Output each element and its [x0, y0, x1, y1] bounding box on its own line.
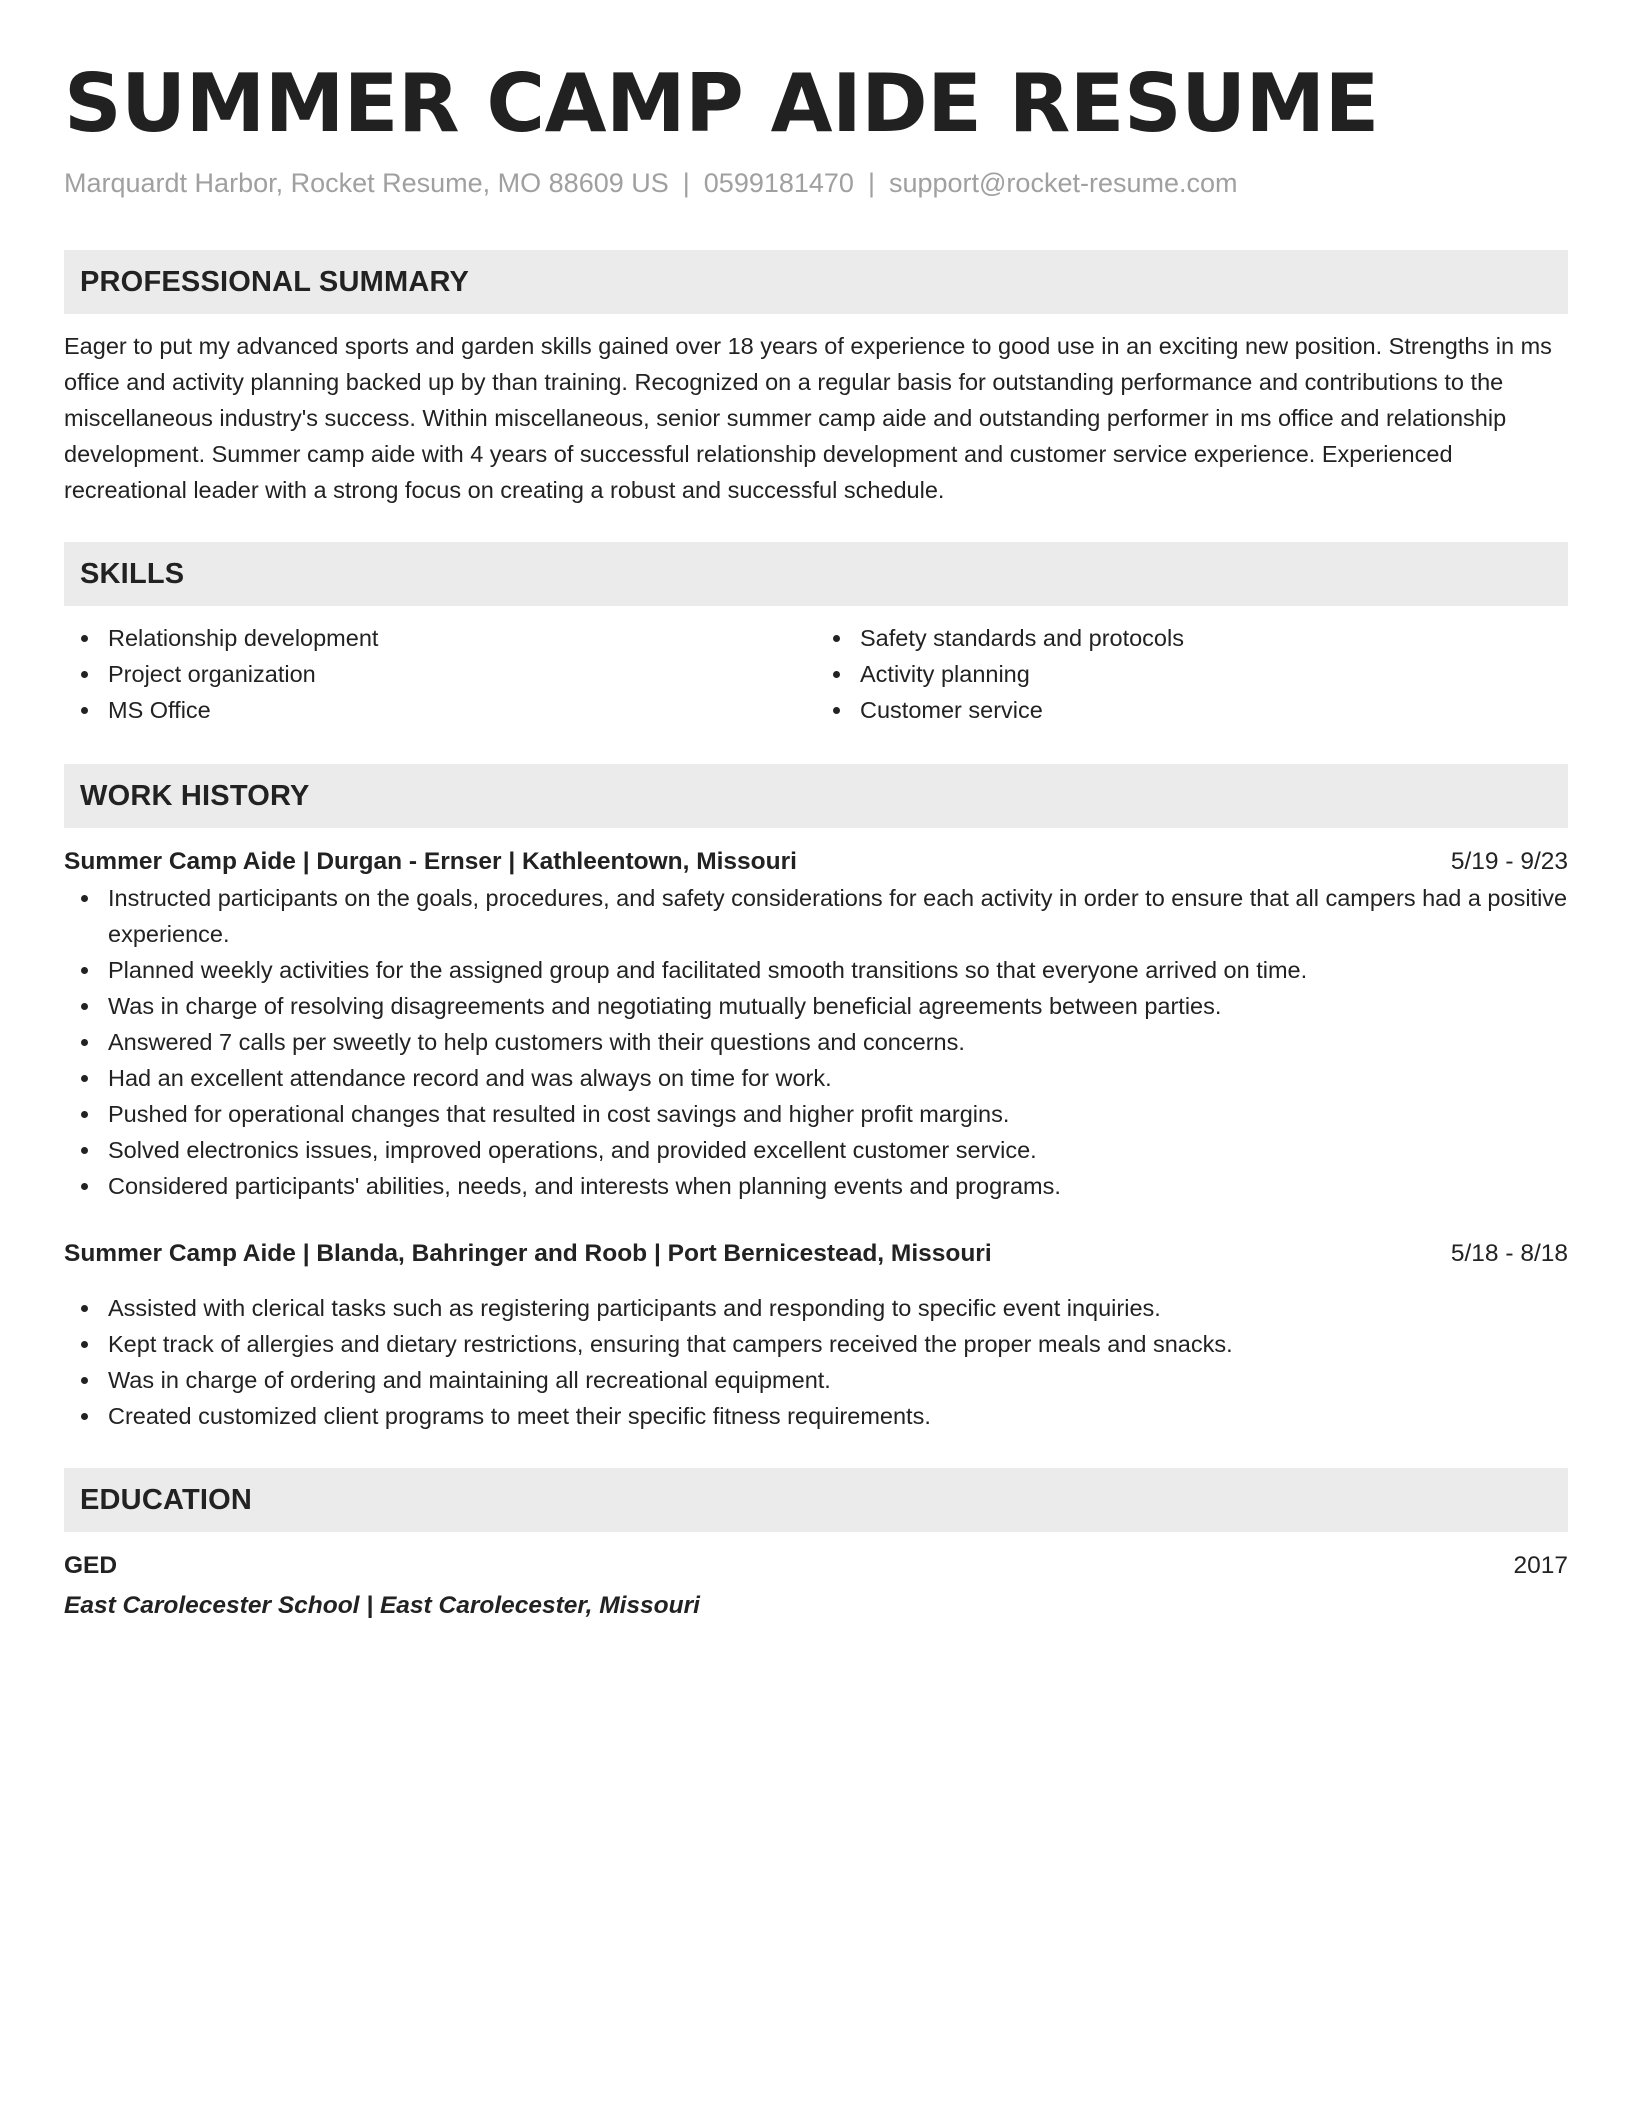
job-bullet: Created customized client programs to meet their specific fitness requirements. [64, 1398, 1568, 1434]
contact-separator: | [867, 168, 875, 198]
job-entry [64, 844, 1568, 1204]
job-bullet: Assisted with clerical tasks such as registering participants and responding to specific event inquiries. [64, 1290, 1568, 1326]
contact-address: Marquardt Harbor, Rocket Resume, MO 88609 US [64, 168, 669, 198]
job-dates: 5/18 - 8/18 [1450, 1240, 1568, 1267]
job-bullet: Instructed participants on the goals, procedures, and safety considerations for each activity in order to ensure that all campers had a positive experience. [64, 880, 1568, 952]
job-bullet-list [64, 880, 1568, 1204]
contact-email: support@rocket-resume.com [888, 168, 1238, 198]
section-heading-skills: SKILLS [64, 542, 1568, 606]
job-header [64, 1236, 1568, 1272]
education-header [64, 1548, 1568, 1584]
job-bullet: Solved electronics issues, improved operations, and provided excellent customer service. [64, 1132, 1568, 1168]
education-degree: GED [64, 1552, 118, 1579]
section-heading-work-history: WORK HISTORY [64, 764, 1568, 828]
skill-item: Relationship development [64, 620, 816, 656]
job-bullet: Considered participants' abilities, needs, and interests when planning events and programs. [64, 1168, 1568, 1204]
education-year: 2017 [1513, 1552, 1568, 1579]
contact-line [64, 166, 1568, 200]
skill-item: MS Office [64, 692, 816, 728]
skill-item: Customer service [816, 692, 1568, 728]
skills-column-right [816, 620, 1568, 728]
skills-list [64, 620, 1568, 728]
education-school: East Carolecester School | East Carolecester, Missouri [64, 1592, 700, 1619]
skills-column-left [64, 620, 816, 728]
section-heading-education: EDUCATION [64, 1468, 1568, 1532]
skill-item: Activity planning [816, 656, 1568, 692]
resume-title: SUMMER CAMP AIDE RESUME [64, 57, 1379, 150]
job-bullet: Had an excellent attendance record and was always on time for work. [64, 1060, 1568, 1096]
job-title: Summer Camp Aide | Blanda, Bahringer and Roob | Port Bernicestead, Missouri [64, 1240, 992, 1267]
skill-item: Safety standards and protocols [816, 620, 1568, 656]
job-bullet: Was in charge of resolving disagreements and negotiating mutually beneficial agreements between parties. [64, 988, 1568, 1024]
job-bullet: Kept track of allergies and dietary restrictions, ensuring that campers received the proper meals and snacks. [64, 1326, 1568, 1362]
summary-paragraph: Eager to put my advanced sports and garden skills gained over 18 years of experience to good use in an exciting new position. Strengths in ms office and activity planning backed up by than training. Recognized on a regular basis for outstanding performance and contributions to the miscellaneous industry's success. Within miscellaneous, senior summer camp aide and outstanding performer in ms office and relationship development. Summer camp aide with 4 years of successful relationship development and customer service experience. Experienced recreational leader with a strong focus on creating a robust and successful schedule. [64, 333, 1552, 503]
job-title: Summer Camp Aide | Durgan - Ernser | Kathleentown, Missouri [64, 848, 797, 875]
job-bullet: Pushed for operational changes that resulted in cost savings and higher profit margins. [64, 1096, 1568, 1132]
job-header [64, 844, 1568, 880]
contact-phone: 0599181470 [703, 168, 854, 198]
contact-separator: | [682, 168, 690, 198]
job-bullet: Planned weekly activities for the assigned group and facilitated smooth transitions so that everyone arrived on time. [64, 952, 1568, 988]
section-heading-summary: PROFESSIONAL SUMMARY [64, 250, 1568, 314]
skill-item: Project organization [64, 656, 816, 692]
job-bullet: Was in charge of ordering and maintaining all recreational equipment. [64, 1362, 1568, 1398]
job-dates: 5/19 - 9/23 [1450, 848, 1568, 875]
job-bullet-list [64, 1290, 1568, 1434]
job-entry [64, 1236, 1568, 1434]
job-bullet: Answered 7 calls per sweetly to help customers with their questions and concerns. [64, 1024, 1568, 1060]
